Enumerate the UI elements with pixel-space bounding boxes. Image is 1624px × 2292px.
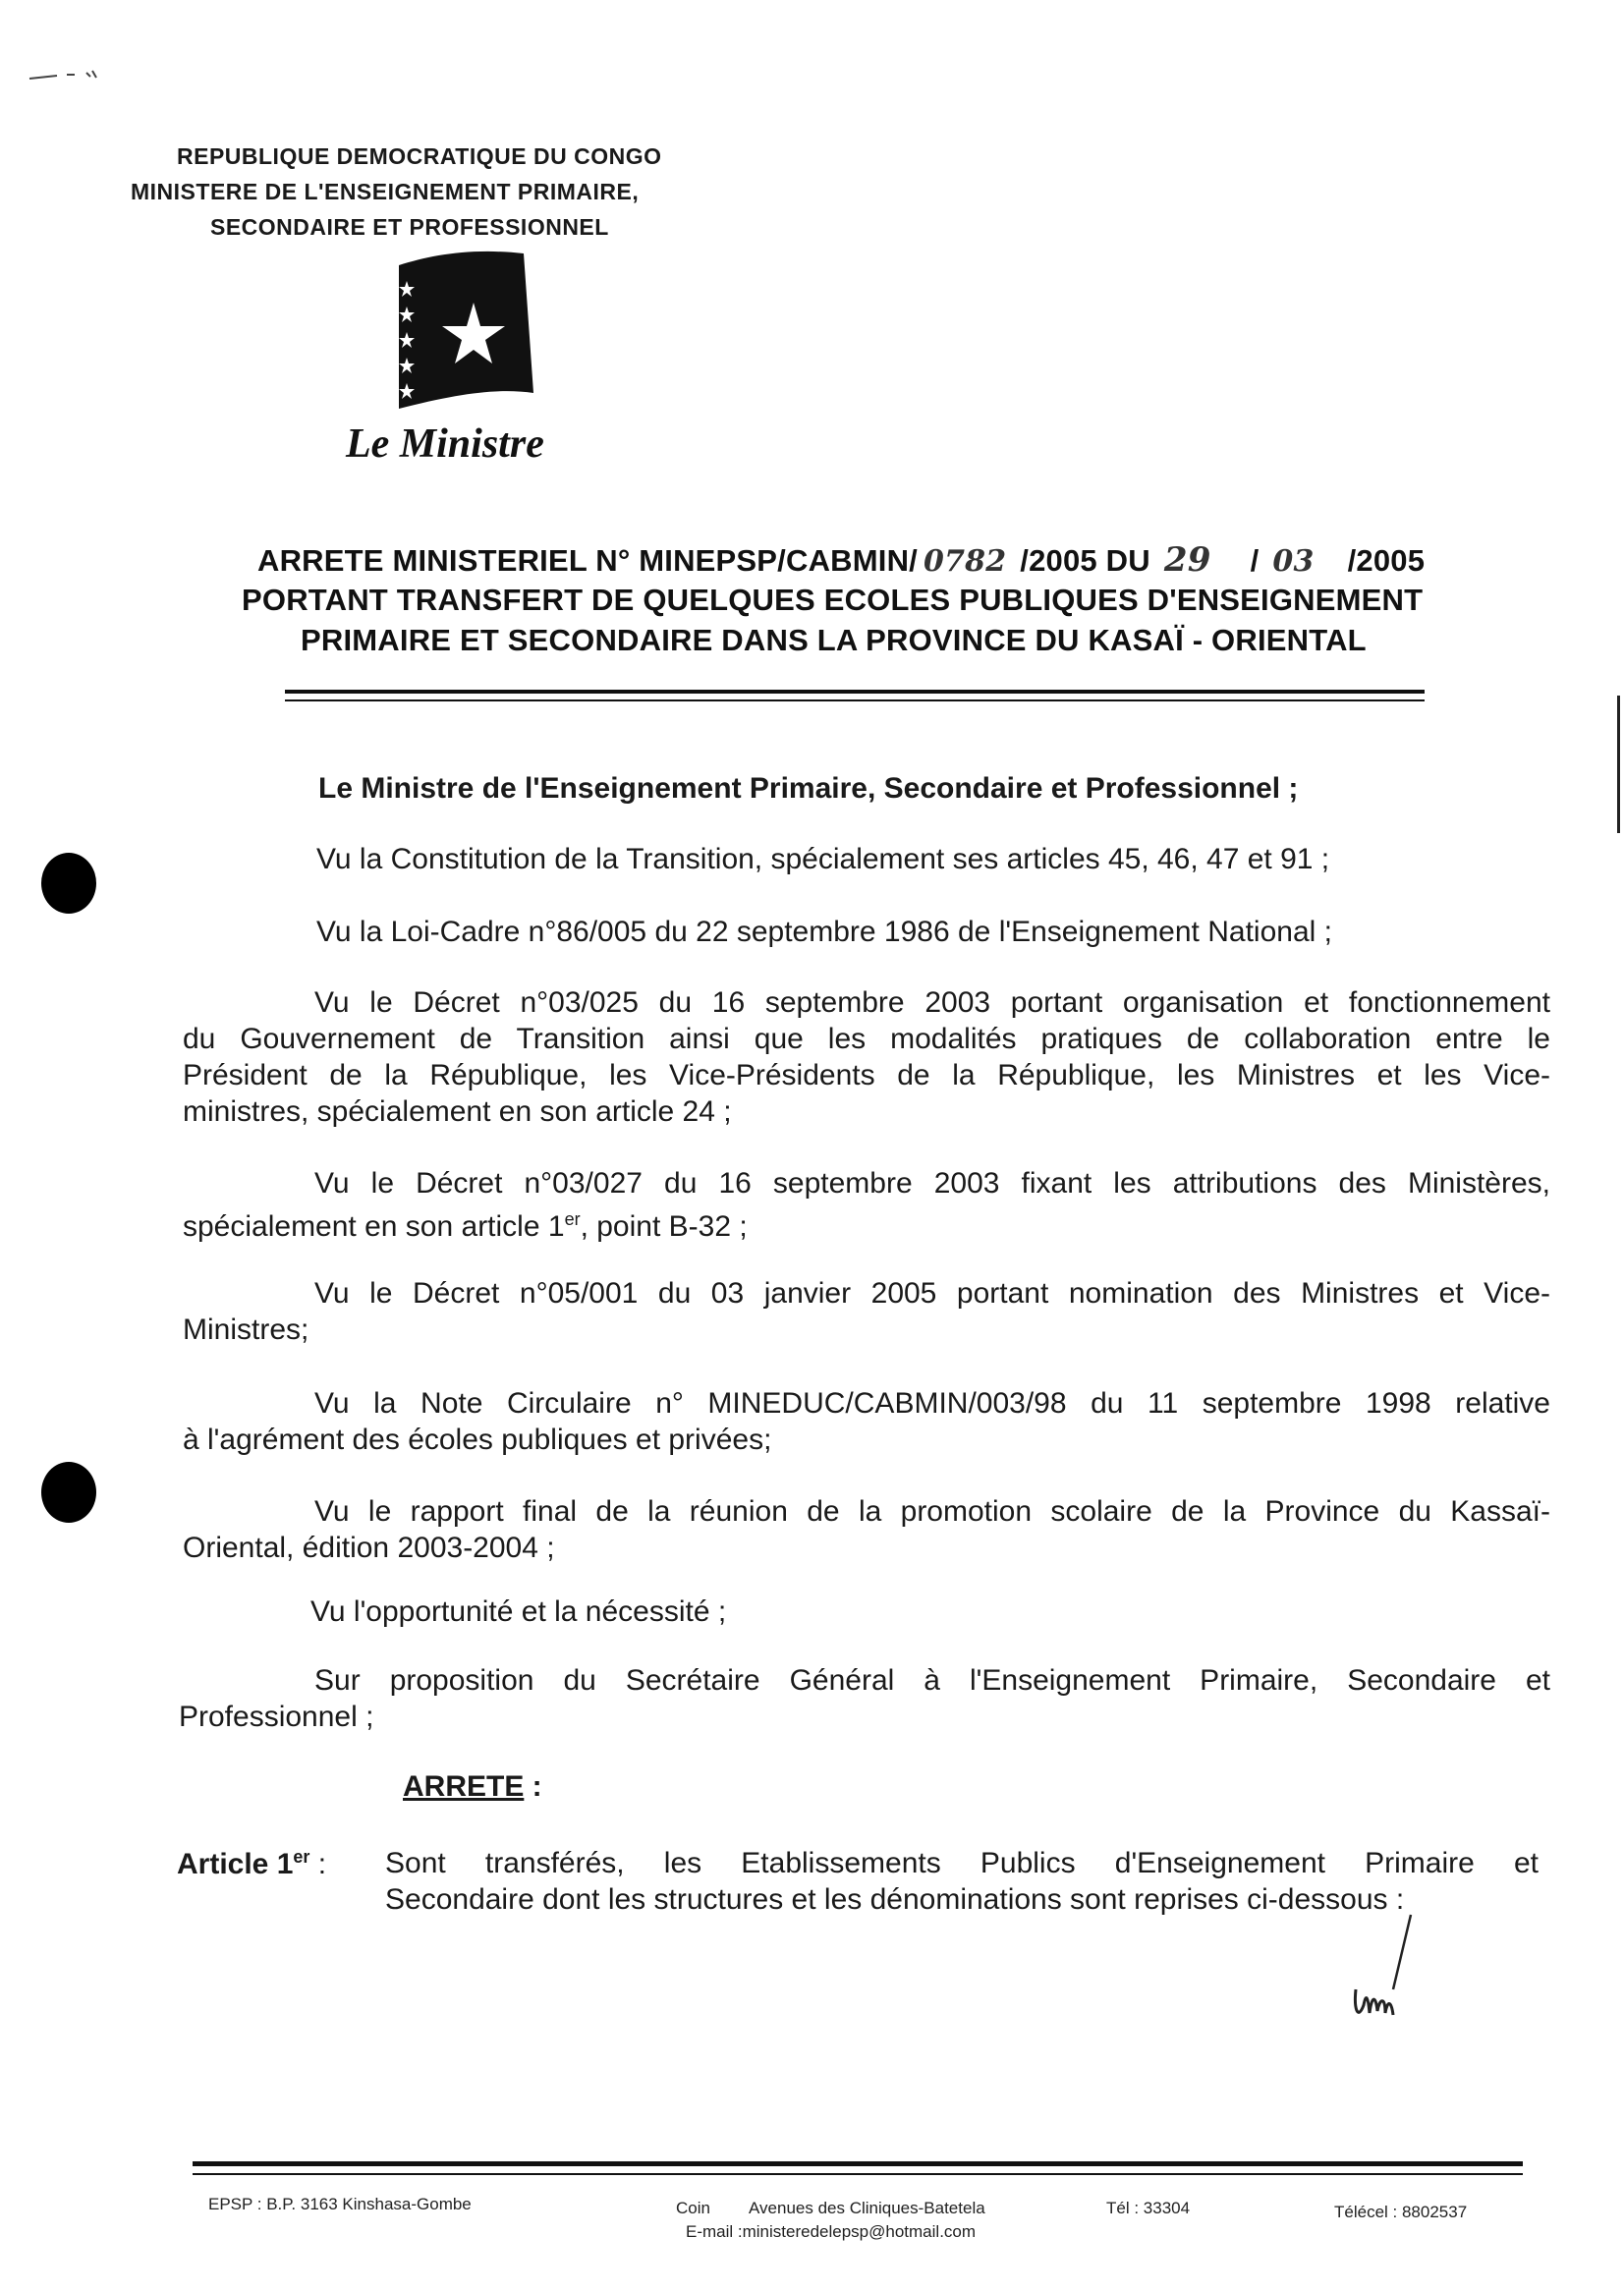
decree-number-handwritten: 0782: [924, 544, 1007, 579]
visa-line: Vu le Décret n°05/001 du 03 janvier 2005 portant nomination des Ministres et Vice-: [314, 1277, 1550, 1310]
decree-month-handwritten: 03: [1272, 544, 1315, 579]
decree-prefix: ARRETE MINISTERIEL N° MINEPSP/CABMIN/: [257, 543, 918, 578]
visa-rapport: [183, 1493, 1550, 1566]
visa-line: Vu le Décret n°03/027 du 16 septembre 2003 fixant les attributions des Ministères,: [314, 1167, 1550, 1200]
title-divider-thin: [285, 699, 1425, 701]
decree-year-end: /2005: [1347, 543, 1426, 578]
header-ministry-2: SECONDAIRE ET PROFESSIONNEL: [210, 214, 609, 240]
arrete-colon: :: [524, 1770, 542, 1803]
decree-day-handwritten: 29: [1163, 540, 1211, 580]
visa-opportunite: Vu l'opportunité et la nécessité ;: [310, 1595, 727, 1628]
decree-title-line3: PRIMAIRE ET SECONDAIRE DANS LA PROVINCE DU KASAÏ - ORIENTAL: [301, 623, 1367, 657]
footer-coin: Coin: [676, 2199, 710, 2217]
visa-text: spécialement en son article 1: [183, 1210, 565, 1243]
decree-title-line1: [257, 540, 1425, 580]
visa-line: à l'agrément des écoles publiques et privées;: [183, 1424, 772, 1456]
article-line: Sont transférés, les Etablissements Publics d'Enseignement Primaire et: [385, 1847, 1539, 1879]
scan-mark: [28, 69, 136, 83]
handwritten-initials-icon: [1336, 1911, 1425, 2029]
visa-line: ministres, spécialement en son article 24 ;: [183, 1095, 732, 1128]
decree-title-line2: PORTANT TRANSFERT DE QUELQUES ECOLES PUBLIQUES D'ENSEIGNEMENT: [242, 583, 1424, 617]
article-line: Secondaire dont les structures et les dénominations sont reprises ci-dessous :: [385, 1883, 1405, 1916]
visa-line: [183, 1202, 1550, 1245]
flag-star-emblem-icon: [391, 246, 538, 413]
visa-line: Ministres;: [183, 1314, 309, 1346]
decree-month-sep: /: [1250, 543, 1260, 578]
visa-line: Président de la République, les Vice-Présidents de la République, les Ministres et les Vice-: [183, 1059, 1550, 1091]
footer-avenues: Avenues des Cliniques-Batetela: [749, 2199, 985, 2217]
footer-divider-thin: [193, 2173, 1523, 2175]
visa-line: Oriental, édition 2003-2004 ;: [183, 1532, 555, 1564]
header-ministry: MINISTERE DE L'ENSEIGNEMENT PRIMAIRE,: [131, 179, 640, 204]
arrete-heading: [403, 1768, 542, 1805]
minister-line: Le Ministre de l'Enseignement Primaire, Secondaire et Professionnel ;: [318, 772, 1299, 805]
header-country: REPUBLIQUE DEMOCRATIQUE DU CONGO: [177, 143, 662, 169]
punch-hole: [41, 853, 96, 914]
visa-note-circulaire: [183, 1385, 1550, 1458]
signatory-title: Le Ministre: [346, 421, 544, 467]
visa-proposition: [179, 1662, 1550, 1735]
footer-divider: [193, 2161, 1523, 2166]
arrete-label: ARRETE: [403, 1770, 525, 1803]
title-divider: [285, 690, 1425, 694]
visa-text: , point B-32 ;: [580, 1210, 748, 1243]
margin-mark: [1617, 696, 1620, 833]
footer-telecel: Télécel : 8802537: [1334, 2203, 1468, 2221]
article-label: Article 1: [177, 1848, 294, 1880]
visa-decret-03-027: [183, 1165, 1550, 1245]
punch-hole: [41, 1462, 96, 1523]
visa-line: Vu le Décret n°03/025 du 16 septembre 2003 portant organisation et fonctionnement: [314, 986, 1550, 1019]
footer-tel: Tél : 33304: [1106, 2199, 1191, 2217]
visa-line: Professionnel ;: [179, 1701, 374, 1733]
footer-email: E-mail :ministeredelepsp@hotmail.com: [686, 2222, 977, 2241]
visa-constitution: Vu la Constitution de la Transition, spécialement ses articles 45, 46, 47 et 91 ;: [316, 843, 1330, 875]
superscript: er: [293, 1847, 310, 1867]
article-sep: :: [309, 1848, 327, 1880]
article-1-text: [385, 1845, 1539, 1918]
visa-decret-05-001: [183, 1275, 1550, 1348]
article-1-label: [177, 1839, 326, 1882]
decree-year: /2005 DU: [1020, 543, 1150, 578]
visa-line: Sur proposition du Secrétaire Général à l'Enseignement Primaire, Secondaire et: [314, 1664, 1550, 1697]
superscript: er: [564, 1209, 581, 1229]
footer-address: EPSP : B.P. 3163 Kinshasa-Gombe: [208, 2195, 472, 2213]
visa-line: du Gouvernement de Transition ainsi que les modalités pratiques de collaboration entre le: [183, 1023, 1550, 1055]
visa-line: Vu la Note Circulaire n° MINEDUC/CABMIN/003/98 du 11 septembre 1998 relative: [314, 1387, 1550, 1420]
visa-decret-03-025: [183, 984, 1550, 1130]
visa-loi-cadre: Vu la Loi-Cadre n°86/005 du 22 septembre 1986 de l'Enseignement National ;: [316, 916, 1332, 948]
visa-line: Vu le rapport final de la réunion de la promotion scolaire de la Province du Kassaï-: [314, 1495, 1550, 1528]
